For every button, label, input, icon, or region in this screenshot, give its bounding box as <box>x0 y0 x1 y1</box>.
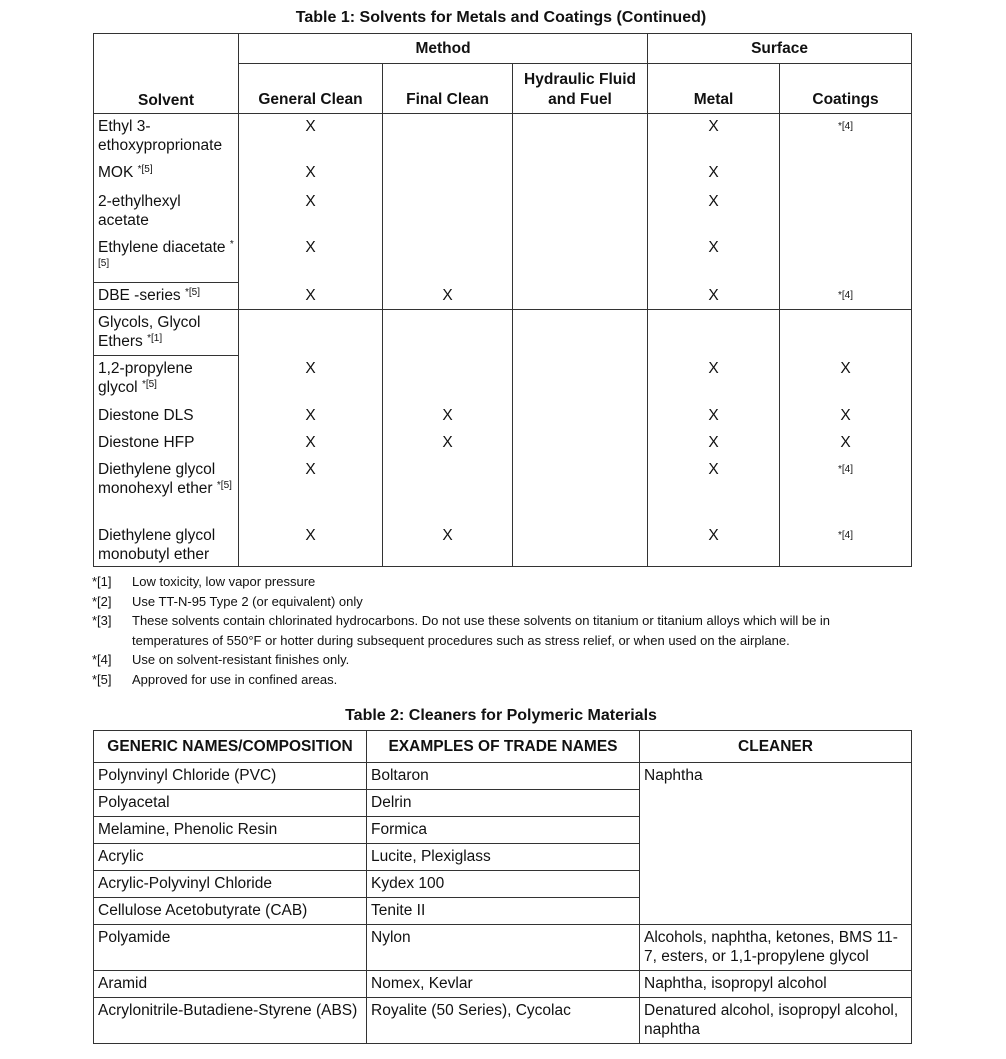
footnote-tag: *[2] <box>92 593 112 609</box>
table-row <box>94 871 912 898</box>
footnote <box>92 650 892 670</box>
solvent-label: 1,2-propylene glycol <box>98 360 193 396</box>
column-header-generic: GENERIC NAMES/COMPOSITION <box>94 731 367 763</box>
table-row <box>94 283 912 310</box>
cell-cleaner <box>640 871 912 898</box>
footnote-text: Use on solvent-resistant finishes only. <box>132 652 350 667</box>
cell-general: X <box>239 160 383 189</box>
cell-generic: Polyacetal <box>94 790 367 817</box>
cell-hydraulic <box>513 189 648 235</box>
footnote <box>92 611 892 650</box>
cleaners-table-body <box>94 763 912 1044</box>
solvent-name <box>94 430 239 457</box>
cell-coatings: X <box>780 430 912 457</box>
footnote-ref: *[1] <box>147 333 163 344</box>
cell-final: X <box>383 283 513 310</box>
cell-trade: Formica <box>367 817 640 844</box>
cell-trade: Tenite II <box>367 898 640 925</box>
cell-metal: X <box>648 160 780 189</box>
solvent-name <box>94 356 239 403</box>
solvent-name <box>94 310 239 356</box>
cell-metal: X <box>648 430 780 457</box>
solvent-name <box>94 114 239 160</box>
cell-metal: X <box>648 457 780 523</box>
cell-final <box>383 356 513 403</box>
cell-metal: X <box>648 283 780 310</box>
cell-trade: Delrin <box>367 790 640 817</box>
column-header-general-clean: General Clean <box>239 64 383 114</box>
cell-coatings: X <box>780 356 912 403</box>
cell-general: X <box>239 235 383 283</box>
table-row <box>94 310 912 356</box>
cell-metal: X <box>648 235 780 283</box>
cell-generic: Melamine, Phenolic Resin <box>94 817 367 844</box>
table-row <box>94 189 912 235</box>
footnote-text: Approved for use in confined areas. <box>132 671 338 687</box>
solvent-name <box>94 189 239 235</box>
table-row <box>94 403 912 430</box>
cell-hydraulic <box>513 310 648 356</box>
cell-hydraulic <box>513 114 648 160</box>
cell-metal: X <box>648 114 780 160</box>
solvent-name <box>94 283 239 310</box>
cell-general: X <box>239 403 383 430</box>
footnote-ref: *[5] <box>137 163 153 175</box>
group-header-surface: Surface <box>648 34 912 64</box>
column-header-trade: EXAMPLES OF TRADE NAMES <box>367 731 640 763</box>
column-header-solvent: Solvent <box>94 34 239 114</box>
cell-metal: X <box>648 356 780 403</box>
table1-caption: Table 1: Solvents for Metals and Coatings (Continued) <box>295 9 707 26</box>
footnote-text: Low toxicity, low vapor pressure <box>132 574 316 589</box>
cell-cleaner <box>640 898 912 925</box>
cell-hydraulic <box>513 235 648 283</box>
solvent-label: Glycols, Glycol Ethers <box>98 314 201 350</box>
table-row <box>94 817 912 844</box>
cell-final <box>383 114 513 160</box>
cell-final: X <box>383 403 513 430</box>
cell-generic: Cellulose Acetobutyrate (CAB) <box>94 898 367 925</box>
footnote <box>92 572 892 592</box>
solvent-label: DBE -series <box>98 287 181 304</box>
cell-coatings: *[4] <box>780 457 912 523</box>
cell-coatings: *[4] <box>780 283 912 310</box>
table-row <box>94 844 912 871</box>
table-row <box>94 356 912 403</box>
cell-general: X <box>239 114 383 160</box>
cell-trade: Royalite (50 Series), Cycolac <box>367 998 640 1044</box>
cell-metal: X <box>648 403 780 430</box>
cell-final <box>383 310 513 356</box>
cell-general: X <box>239 189 383 235</box>
cleaners-table <box>93 730 912 1044</box>
solvents-table <box>93 33 912 567</box>
cell-cleaner: Denatured alcohol, isopropyl alcohol, naphtha <box>640 998 912 1044</box>
cell-final <box>383 457 513 523</box>
solvent-label: MOK <box>98 163 134 181</box>
footnote-ref: *[5] <box>185 287 201 298</box>
cell-metal: X <box>648 189 780 235</box>
footnote-tag: *[5] <box>92 671 112 687</box>
solvent-name <box>94 235 239 283</box>
cell-final: X <box>383 523 513 567</box>
table-row <box>94 160 912 189</box>
solvent-name <box>94 403 239 430</box>
cell-coatings: *[4] <box>780 114 912 160</box>
cell-generic: Aramid <box>94 971 367 998</box>
cell-general <box>239 310 383 356</box>
column-header-final-clean: Final Clean <box>383 64 513 114</box>
table-row <box>94 457 912 523</box>
cell-cleaner <box>640 790 912 817</box>
cell-hydraulic <box>513 356 648 403</box>
cell-coatings: X <box>780 403 912 430</box>
cell-generic: Polynvinyl Chloride (PVC) <box>94 763 367 790</box>
solvent-label: Ethylene diacetate <box>98 238 226 256</box>
cell-cleaner: Naphtha <box>640 763 912 790</box>
cell-metal: X <box>648 523 780 567</box>
cell-cleaner <box>640 817 912 844</box>
group-header-method: Method <box>239 34 648 64</box>
table-row <box>94 523 912 567</box>
column-header-coatings: Coatings <box>780 64 912 114</box>
cell-general: X <box>239 457 383 523</box>
table-row <box>94 235 912 283</box>
footnote-text: Use TT-N-95 Type 2 (or equivalent) only <box>132 593 363 609</box>
cell-generic: Acrylonitrile-Butadiene-Styrene (ABS) <box>94 998 367 1044</box>
cell-general: X <box>239 356 383 403</box>
cell-final <box>383 189 513 235</box>
cell-final <box>383 235 513 283</box>
cell-final: X <box>383 430 513 457</box>
cell-final <box>383 160 513 189</box>
solvent-label: Diethylene glycol monobutyl ether <box>98 526 216 563</box>
solvents-table-body <box>94 114 912 567</box>
solvent-label: Ethyl 3-ethoxyproprionate <box>98 118 223 154</box>
cell-coatings <box>780 160 912 189</box>
cell-coatings <box>780 189 912 235</box>
solvent-name <box>94 160 239 189</box>
column-header-metal: Metal <box>648 64 780 114</box>
solvent-name <box>94 523 239 567</box>
cell-metal <box>648 310 780 356</box>
footnote <box>92 670 892 690</box>
solvent-label: 2-ethylhexyl acetate <box>98 192 181 229</box>
footnote-tag: *[4] <box>92 652 112 667</box>
table-row <box>94 898 912 925</box>
cell-trade: Nylon <box>367 925 640 971</box>
cell-hydraulic <box>513 403 648 430</box>
cell-hydraulic <box>513 283 648 310</box>
footnote-tag: *[3] <box>92 613 112 628</box>
cell-hydraulic <box>513 160 648 189</box>
footnotes <box>92 572 892 689</box>
cell-trade: Boltaron <box>367 763 640 790</box>
footnote-ref: *[5] <box>141 379 157 390</box>
solvent-label: Diestone HFP <box>98 433 195 451</box>
cell-generic: Acrylic <box>94 844 367 871</box>
cell-trade: Kydex 100 <box>367 871 640 898</box>
cell-cleaner: Alcohols, naphtha, ketones, BMS 11-7, esters, or 1,1-propylene glycol <box>640 925 912 971</box>
footnote-ref: *[5] <box>216 479 232 491</box>
table-row <box>94 114 912 160</box>
cell-coatings <box>780 235 912 283</box>
table-row <box>94 971 912 998</box>
cell-trade: Nomex, Kevlar <box>367 971 640 998</box>
cell-generic: Acrylic-Polyvinyl Chloride <box>94 871 367 898</box>
cell-cleaner <box>640 844 912 871</box>
solvent-label: Diethylene glycol monohexyl ether <box>98 460 216 497</box>
cell-general: X <box>239 430 383 457</box>
cell-trade: Lucite, Plexiglass <box>367 844 640 871</box>
solvent-label: Diestone DLS <box>98 406 194 424</box>
cell-hydraulic <box>513 457 648 523</box>
cell-general: X <box>239 283 383 310</box>
table2-caption: Table 2: Cleaners for Polymeric Materials <box>345 707 657 724</box>
footnote-ref: *[5] <box>98 238 234 269</box>
table-row <box>94 925 912 971</box>
cell-generic: Polyamide <box>94 925 367 971</box>
cell-coatings <box>780 310 912 356</box>
footnote <box>92 592 892 612</box>
table-row <box>94 998 912 1044</box>
table-row <box>94 430 912 457</box>
cell-hydraulic <box>513 430 648 457</box>
cell-general: X <box>239 523 383 567</box>
cell-hydraulic <box>513 523 648 567</box>
column-header-hydraulic: Hydraulic Fluid and Fuel <box>513 64 648 114</box>
solvent-name <box>94 457 239 523</box>
cell-cleaner: Naphtha, isopropyl alcohol <box>640 971 912 998</box>
column-header-cleaner: CLEANER <box>640 731 912 763</box>
footnote-text: These solvents contain chlorinated hydrocarbons. Do not use these solvents on titanium or titanium alloys which will be in temperatures of 550°F or hotter during subsequent procedures such as stress relief, or when used on the airplane. <box>132 613 831 648</box>
footnote-tag: *[1] <box>92 574 112 589</box>
table-row <box>94 763 912 790</box>
cell-coatings: *[4] <box>780 523 912 567</box>
table-row <box>94 790 912 817</box>
